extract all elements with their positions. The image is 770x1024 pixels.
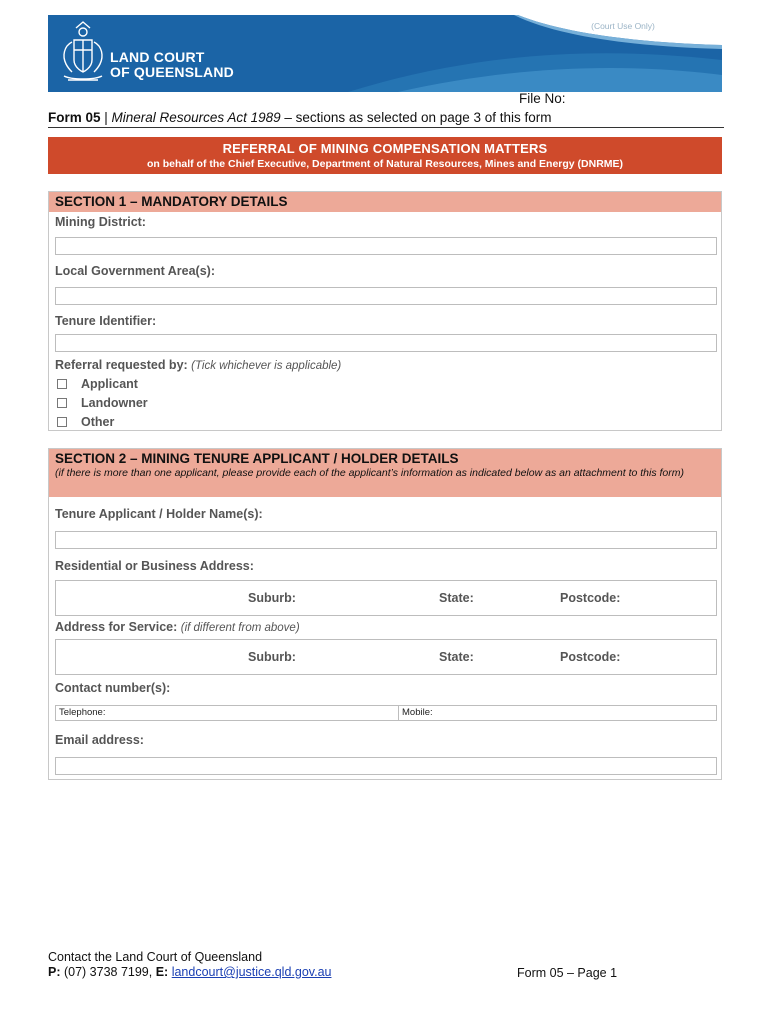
section-1 [48, 191, 722, 431]
contact-numbers-label: Contact number(s): [55, 681, 171, 695]
form-title-rest: – sections as selected on page 3 of this form [280, 110, 552, 125]
form-title-separator: | [100, 110, 112, 125]
tenure-identifier-label: Tenure Identifier: [55, 314, 157, 328]
tenure-identifier-field[interactable] [55, 334, 717, 352]
mining-district-field[interactable] [55, 237, 717, 255]
footer-contact-title: Contact the Land Court of Queensland [48, 950, 263, 964]
holder-name-label: Tenure Applicant / Holder Name(s): [55, 507, 263, 521]
footer-contact-details [48, 965, 331, 980]
checkbox-other[interactable] [57, 415, 114, 429]
checkbox-landowner-label: Landowner [81, 396, 148, 410]
lga-label: Local Government Area(s): [55, 264, 215, 278]
service-address-hint: (if different from above) [180, 622, 300, 634]
section-2-note: (if there is more than one applicant, please provide each of the applicant’s information as indicated below as an attachment to this form) [55, 467, 684, 479]
mining-district-label: Mining District: [55, 215, 146, 229]
footer-email-link[interactable]: landcourt@justice.qld.gov.au [171, 965, 332, 979]
checkbox-applicant[interactable] [57, 377, 138, 391]
residential-address-field[interactable] [55, 580, 717, 616]
footer-page-number: Form 05 – Page 1 [517, 966, 618, 980]
referral-requested-label [55, 358, 341, 372]
file-no-label: File No: [519, 91, 566, 106]
holder-name-field[interactable] [55, 531, 717, 549]
section-2-title: SECTION 2 – MINING TENURE APPLICANT / HOLDER DETAILS [55, 451, 459, 466]
queensland-crest-icon [58, 20, 108, 86]
act-name: Mineral Resources Act 1989 [111, 110, 281, 125]
footer-phone-label: P: [48, 965, 61, 979]
section-2 [48, 448, 722, 780]
service-address-text: Address for Service: [55, 620, 178, 634]
footer-contact [48, 950, 331, 980]
mobile-field[interactable] [399, 706, 436, 720]
referral-requested-hint: (Tick whichever is applicable) [191, 360, 342, 372]
title-divider [48, 127, 724, 128]
residential-suburb-label: Suburb: [248, 591, 296, 605]
residential-address-label: Residential or Business Address: [55, 559, 254, 573]
section-2-header [49, 449, 721, 497]
footer-email-label: E: [155, 965, 169, 979]
telephone-field[interactable] [56, 706, 108, 720]
service-address-field[interactable] [55, 639, 717, 675]
org-name-line1: LAND COURT [110, 49, 205, 65]
email-field[interactable] [55, 757, 717, 775]
residential-state-label: State: [439, 591, 474, 605]
referral-subtitle: on behalf of the Chief Executive, Department of Natural Resources, Mines and Energy (DNRME) [146, 158, 624, 170]
mobile-label: Mobile: [402, 707, 433, 718]
checkbox-other-label: Other [81, 415, 115, 429]
service-suburb-label: Suburb: [248, 650, 296, 664]
lga-field[interactable] [55, 287, 717, 305]
checkbox-other-box[interactable] [57, 417, 67, 427]
service-postcode-label: Postcode: [560, 650, 621, 664]
email-label: Email address: [55, 733, 144, 747]
checkbox-landowner-box[interactable] [57, 398, 67, 408]
form-title [48, 110, 552, 125]
checkbox-applicant-box[interactable] [57, 379, 67, 389]
header-banner [48, 15, 722, 92]
org-name [110, 50, 234, 80]
referral-title: REFERRAL OF MINING COMPENSATION MATTERS [222, 141, 548, 156]
form-number: Form 05 [48, 110, 101, 125]
checkbox-applicant-label: Applicant [81, 377, 138, 391]
court-use-only-label: (Court Use Only) [591, 21, 655, 31]
telephone-label: Telephone: [59, 707, 106, 718]
org-name-line2: OF QUEENSLAND [110, 64, 234, 80]
contact-numbers-row [55, 705, 717, 721]
service-state-label: State: [439, 650, 474, 664]
residential-postcode-label: Postcode: [560, 591, 621, 605]
footer-phone: (07) 3738 7199, [60, 965, 156, 979]
service-address-label [55, 620, 300, 634]
section-1-header [49, 192, 721, 212]
referral-requested-text: Referral requested by: [55, 358, 188, 372]
checkbox-landowner[interactable] [57, 396, 148, 410]
referral-banner [48, 137, 722, 174]
section-1-title: SECTION 1 – MANDATORY DETAILS [55, 194, 288, 209]
